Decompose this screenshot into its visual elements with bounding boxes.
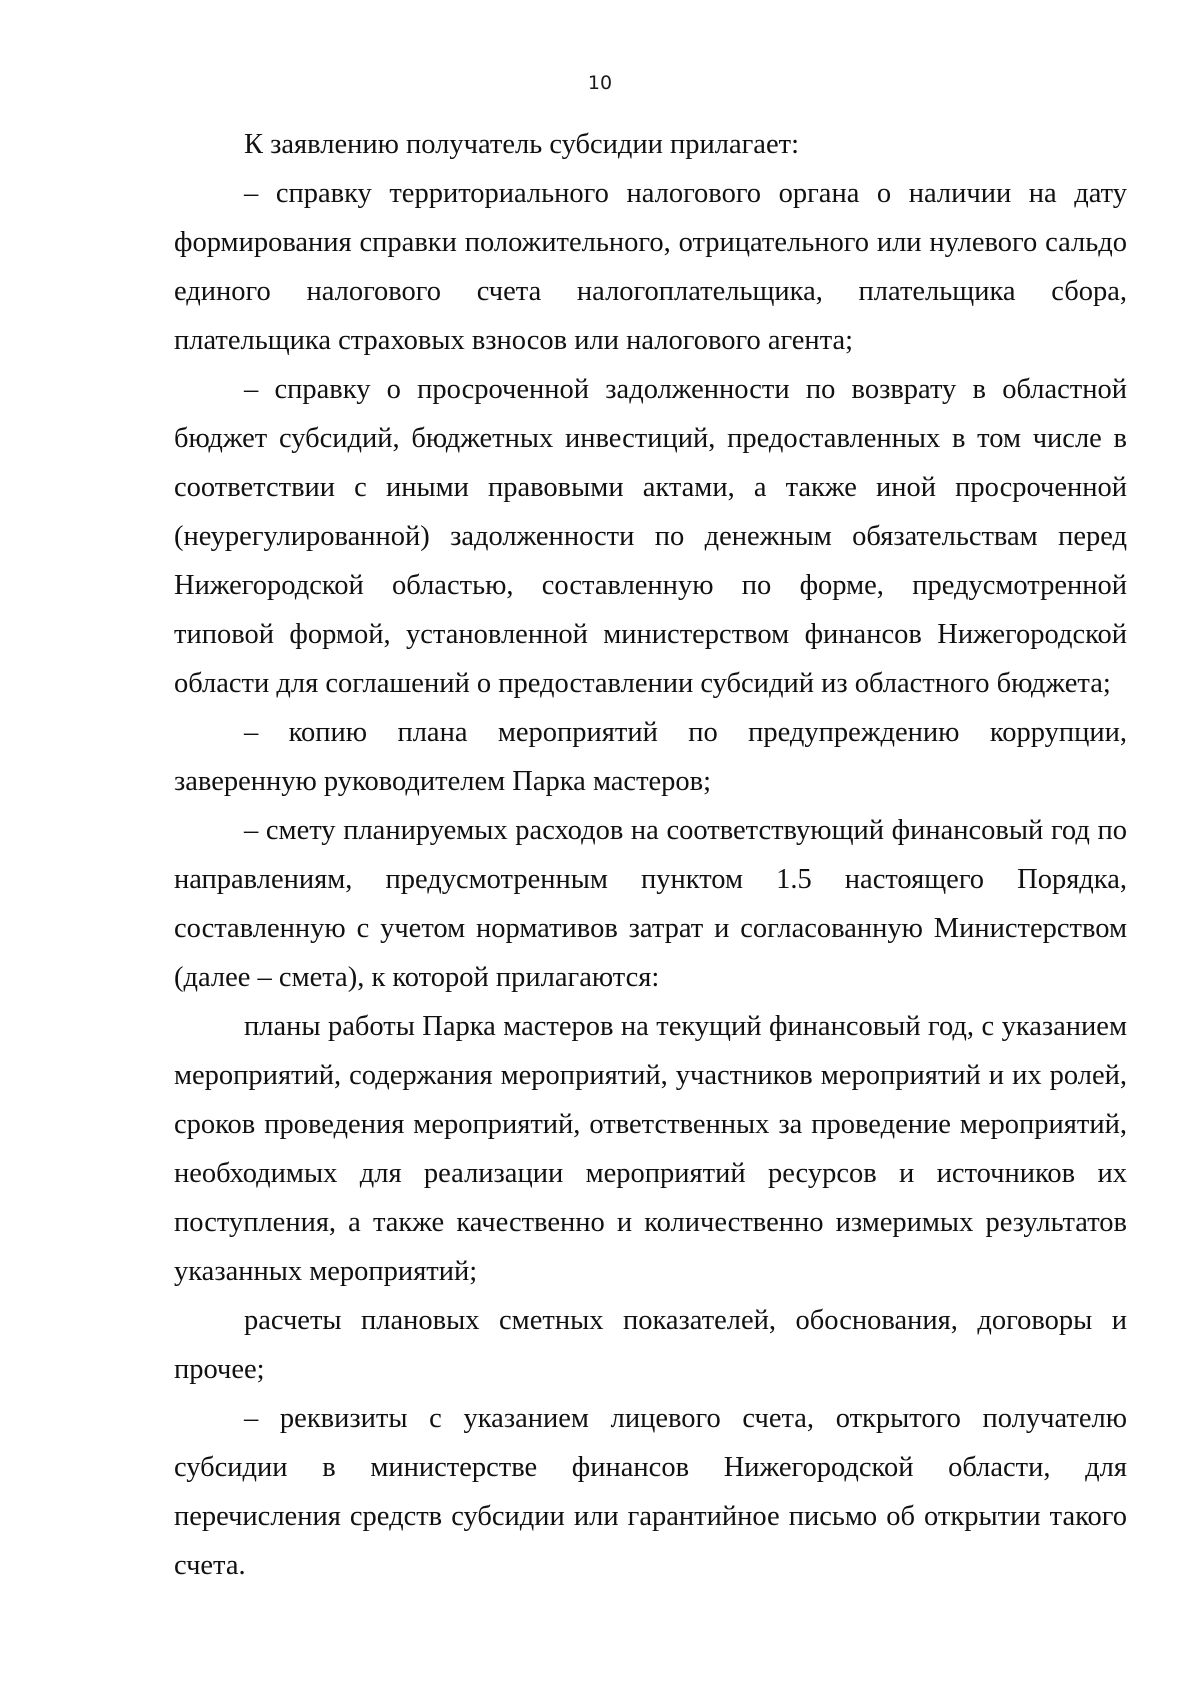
paragraph-debt-certificate: – справку о просроченной задолженности по возврату в областной бюджет субсидий, бюджетных инвестиций, предоставленных в том числе в соответствии с иными правовыми актами, а также иной просроченной (неурегулированной) задолженности по денежным обязательствам перед Нижегородской областью, составленную по форме, предусмотренной типовой формой, установленной министерством финансов Нижегородской области для соглашений о предоставлении субсидий из областного бюджета; xyxy=(174,374,1127,699)
paragraph-intro: К заявлению получатель субсидии прилагает: xyxy=(244,129,799,160)
paragraph-calculations: расчеты плановых сметных показателей, обоснования, договоры и прочее; xyxy=(174,1305,1127,1385)
paragraph-account-details: – реквизиты с указанием лицевого счета, открытого получателю субсидии в министерстве финансов Нижегородской области, для перечисления средств субсидии или гарантийное письмо об открытии такого счета. xyxy=(174,1403,1127,1581)
paragraph-expense-estimate: – смету планируемых расходов на соответствующий финансовый год по направлениям, предусмотренным пунктом 1.5 настоящего Порядка, составленную с учетом нормативов затрат и согласованную Министерством (далее – смета), к которой прилагаются: xyxy=(174,815,1127,993)
page-number: 10 xyxy=(587,72,613,94)
paragraph-anticorruption-plan: – копию плана мероприятий по предупреждению коррупции, заверенную руководителем Парка мастеров; xyxy=(174,717,1127,797)
document-body xyxy=(174,120,1127,1590)
paragraph-work-plans: планы работы Парка мастеров на текущий финансовый год, с указанием мероприятий, содержания мероприятий, участников мероприятий и их ролей, сроков проведения мероприятий, ответственных за проведение мероприятий, необходимых для реализации мероприятий ресурсов и источников их поступления, а также качественно и количественно измеримых результатов указанных мероприятий; xyxy=(174,1011,1127,1287)
paragraph-tax-certificate: – справку территориального налогового органа о наличии на дату формирования справки положительного, отрицательного или нулевого сальдо единого налогового счета налогоплательщика, плательщика сбора, плательщика страховых взносов или налогового агента; xyxy=(174,178,1127,356)
